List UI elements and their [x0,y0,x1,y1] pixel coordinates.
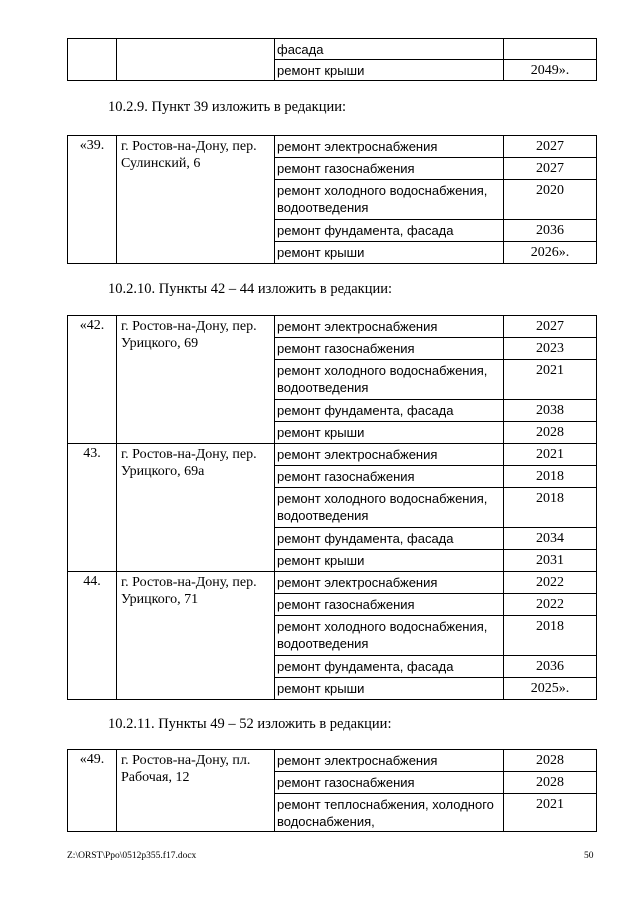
item-address: г. Ростов-на-Дону, пер. Урицкого, 69а [117,444,275,572]
address-cell [117,39,275,81]
work-cell: ремонт холодного водоснабжения, водоотведения [275,180,504,220]
work-cell: ремонт газоснабжения [275,594,504,616]
item-number: «49. [68,750,117,832]
year-cell: 2036 [504,220,597,242]
year-cell: 2028 [504,772,597,794]
work-cell: ремонт теплоснабжения, холодного водоснабжения, [275,794,504,832]
year-cell: 2028 [504,422,597,444]
item-address: г. Ростов-на-Дону, пер. Урицкого, 71 [117,572,275,700]
paragraph-10-2-9: 10.2.9. Пункт 39 изложить в редакции: [108,99,347,115]
work-cell: ремонт крыши [275,242,504,264]
year-cell: 2027 [504,158,597,180]
item-address: г. Ростов-на-Дону, пл. Рабочая, 12 [117,750,275,832]
year-cell: 2022 [504,572,597,594]
footer-file-path: Z:\ORST\Ppo\0512p355.f17.docx [67,851,197,861]
paragraph-10-2-11: 10.2.11. Пункты 49 – 52 изложить в редакции: [108,716,392,732]
work-cell: ремонт газоснабжения [275,466,504,488]
work-cell: ремонт холодного водоснабжения, водоотведения [275,616,504,656]
work-cell: ремонт фундамента, фасада [275,220,504,242]
work-cell: ремонт электроснабжения [275,444,504,466]
paragraph-10-2-10: 10.2.10. Пункты 42 – 44 изложить в редакции: [108,281,393,297]
page-number: 50 [584,851,594,861]
year-cell: 2049». [504,60,597,81]
item-number: «39. [68,136,117,264]
work-cell: ремонт газоснабжения [275,338,504,360]
year-cell: 2025». [504,678,597,700]
year-cell: 2018 [504,488,597,528]
year-cell: 2036 [504,656,597,678]
year-cell: 2022 [504,594,597,616]
item-address: г. Ростов-на-Дону, пер. Сулинский, 6 [117,136,275,264]
year-cell: 2021 [504,794,597,832]
work-cell: ремонт газоснабжения [275,158,504,180]
work-cell: ремонт холодного водоснабжения, водоотведения [275,488,504,528]
year-cell: 2034 [504,528,597,550]
item-number: «42. [68,316,117,444]
work-cell: ремонт электроснабжения [275,136,504,158]
year-cell: 2031 [504,550,597,572]
work-cell: ремонт крыши [275,422,504,444]
year-cell: 2021 [504,444,597,466]
item-39-table [67,135,597,264]
year-cell: 2027 [504,316,597,338]
year-cell: 2018 [504,616,597,656]
work-cell: фасада [275,39,504,60]
item-number: 43. [68,444,117,572]
item-number: 44. [68,572,117,700]
year-cell: 2023 [504,338,597,360]
work-cell: ремонт крыши [275,60,504,81]
year-cell: 2021 [504,360,597,400]
num-cell [68,39,117,81]
year-cell [504,39,597,60]
work-cell: ремонт крыши [275,550,504,572]
items-42-44-table [67,315,597,700]
work-cell: ремонт электроснабжения [275,572,504,594]
year-cell: 2028 [504,750,597,772]
year-cell: 2018 [504,466,597,488]
item-address: г. Ростов-на-Дону, пер. Урицкого, 69 [117,316,275,444]
year-cell: 2026». [504,242,597,264]
work-cell: ремонт фундамента, фасада [275,528,504,550]
work-cell: ремонт фундамента, фасада [275,400,504,422]
work-cell: ремонт фундамента, фасада [275,656,504,678]
work-cell: ремонт электроснабжения [275,750,504,772]
item-49-table [67,749,597,832]
year-cell: 2027 [504,136,597,158]
work-cell: ремонт крыши [275,678,504,700]
continuation-table [67,38,597,81]
work-cell: ремонт электроснабжения [275,316,504,338]
work-cell: ремонт холодного водоснабжения, водоотведения [275,360,504,400]
year-cell: 2020 [504,180,597,220]
work-cell: ремонт газоснабжения [275,772,504,794]
year-cell: 2038 [504,400,597,422]
